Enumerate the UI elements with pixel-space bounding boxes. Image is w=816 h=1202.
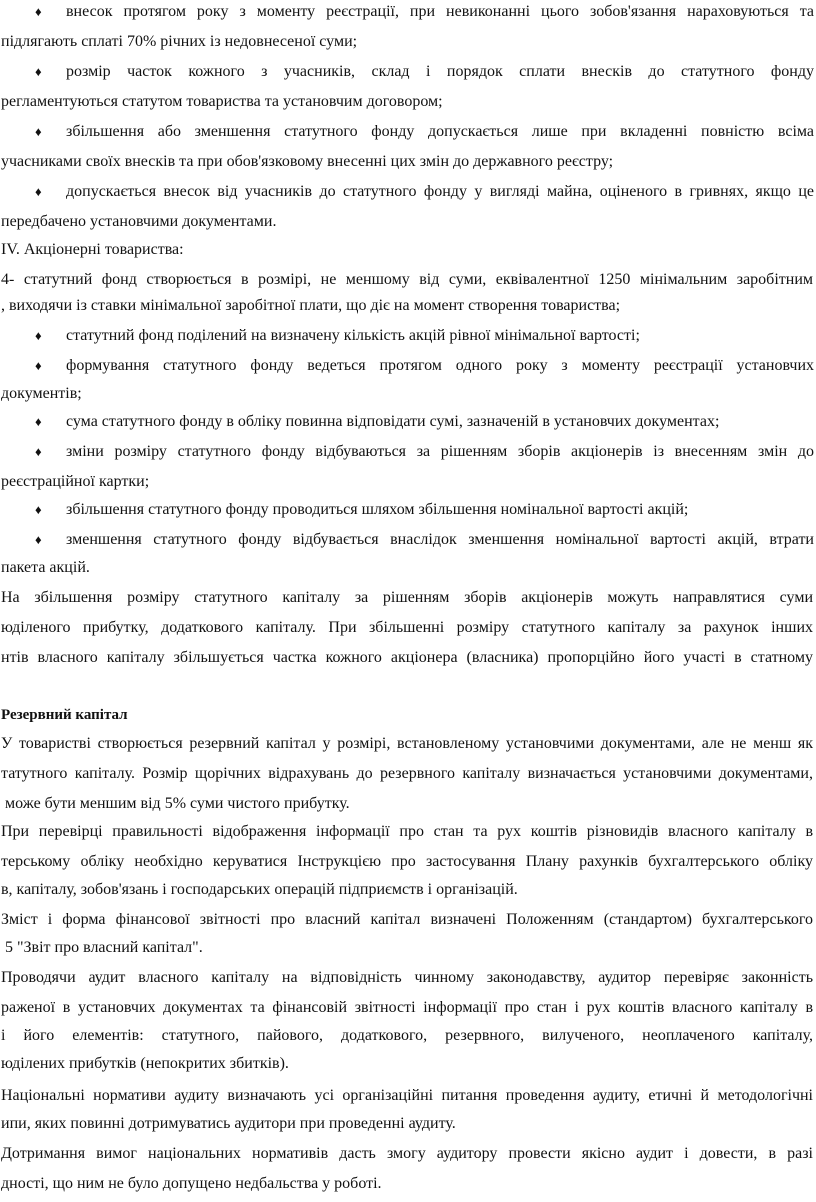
bullet-item: [0, 412, 816, 431]
paragraph-line: [0, 384, 816, 403]
bullet-diamond-icon: ♦: [35, 328, 42, 343]
paragraph-text: юділених прибутків (непокритих збитків).: [1, 1055, 289, 1072]
bullet-text: формування статутного фонду ведеться протягом одного року з моменту реєстрації установчих: [66, 357, 814, 374]
paragraph-text: Дотримання вимог національних нормативів дасть змогу аудитору провести якісно аудит і довести, в разі: [1, 1145, 813, 1162]
paragraph-line: [0, 1054, 816, 1073]
bullet-item: [0, 442, 816, 461]
paragraph-text: юділеного прибутку, додаткового капіталу. При збільшенні розміру статутного капіталу за рахунок інших: [1, 619, 813, 636]
bullet-item: [0, 500, 816, 519]
paragraph-line: [0, 938, 816, 957]
bullet-text: зменшення статутного фонду відбувається внаслідок зменшення номінальної вартості акцій, втрати: [66, 531, 814, 548]
bullet-diamond-icon: ♦: [35, 532, 42, 547]
section-heading-text: Резервний капітал: [1, 707, 128, 723]
paragraph-line: [0, 1144, 816, 1163]
bullet-text: сума статутного фонду в обліку повинна відповідати сумі, зазначеній в установчих документах;: [66, 413, 720, 430]
paragraph-text: татутного капіталу. Розмір щорічних відрахувань до резервного капіталу визначається установчими документами,: [1, 765, 813, 782]
paragraph-text: в, капіталу, зобов'язань і господарських операцій підприємств і організацій.: [1, 881, 518, 898]
paragraph-line: [0, 1026, 816, 1045]
paragraph-text: документів;: [1, 385, 82, 402]
paragraph-line: [0, 1114, 816, 1133]
paragraph-text: 4- статутний фонд створюється в розмірі, не меншому від суми, еквівалентної 1250 мінімальним заробітним: [1, 271, 813, 288]
section-heading: [0, 706, 816, 725]
paragraph-line: [0, 92, 816, 111]
paragraph-line: [0, 910, 816, 929]
paragraph-text: дності, що ним не було допущено недбальства у роботі.: [1, 1175, 382, 1192]
paragraph-line: [0, 1086, 816, 1105]
bullet-item: [0, 182, 816, 201]
paragraph-text: терському обліку необхідно керуватися Інструкцією про застосування Плану рахунків бухгалтерського обліку: [1, 853, 813, 870]
bullet-item: [0, 326, 816, 345]
bullet-item: [0, 530, 816, 549]
paragraph-line: [0, 822, 816, 841]
paragraph-line: [0, 152, 816, 171]
paragraph-text: учасниками своїх внесків та при обов'язковому внесенні цих змін до державного реєстру;: [1, 153, 614, 170]
paragraph-line: [0, 618, 816, 637]
paragraph-line: [0, 472, 816, 491]
paragraph-text: підлягають сплаті 70% річних із недовнесеної суми;: [1, 33, 358, 50]
paragraph-text: реєстраційної картки;: [1, 473, 150, 490]
paragraph-line: [0, 852, 816, 871]
paragraph-line: [0, 588, 816, 607]
paragraph-line: [0, 1174, 816, 1193]
paragraph-line: [0, 270, 816, 289]
paragraph-line: [0, 296, 816, 315]
bullet-diamond-icon: ♦: [35, 358, 42, 373]
bullet-text: збільшення статутного фонду проводиться шляхом збільшення номінальної вартості акцій;: [66, 501, 689, 518]
bullet-item: [0, 356, 816, 375]
bullet-item: [0, 2, 816, 21]
bullet-text: внесок протягом року з моменту реєстрації, при невиконанні цього зобов'язання нараховуються та: [66, 3, 814, 20]
bullet-diamond-icon: ♦: [35, 4, 42, 19]
paragraph-text: 5 "Звіт про власний капітал".: [1, 939, 203, 956]
paragraph-line: [0, 734, 816, 753]
paragraph-line: [0, 968, 816, 987]
bullet-text: статутний фонд поділений на визначену кількість акцій рівної мінімальної вартості;: [66, 327, 640, 344]
paragraph-text: Зміст і форма фінансової звітності про власний капітал визначені Положенням (стандартом) бухгалтерського: [1, 911, 813, 928]
paragraph-line: [0, 558, 816, 577]
paragraph-line: [0, 764, 816, 783]
paragraph-text: ипи, яких повинні дотримуватись аудитори при проведенні аудиту.: [1, 1115, 456, 1132]
paragraph-line: [0, 32, 816, 51]
paragraph-text: передбачено установчими документами.: [1, 213, 277, 230]
bullet-diamond-icon: ♦: [35, 414, 42, 429]
bullet-text: збільшення або зменшення статутного фонду допускається лише при вкладенні повністю всіма: [66, 123, 814, 140]
paragraph-line: [0, 880, 816, 899]
bullet-text: допускається внесок від учасників до статутного фонду у вигляді майна, оціненого в гривнях, якщо це: [66, 183, 814, 200]
paragraph-text: При перевірці правильності відображення інформації про стан та рух коштів різновидів власного капіталу в: [1, 823, 813, 840]
paragraph-text: Національні нормативи аудиту визначають усі організаційні питання проведення аудиту, етичні й методологічні: [1, 1087, 813, 1104]
bullet-item: [0, 122, 816, 141]
paragraph-text: IV. Акціонерні товариства:: [1, 241, 184, 258]
bullet-diamond-icon: ♦: [35, 444, 42, 459]
paragraph-line: [0, 648, 816, 667]
paragraph-text: і його елементів: статутного, пайового, додаткового, резервного, вилученого, неоплаченого капіталу,: [1, 1027, 813, 1044]
bullet-diamond-icon: ♦: [35, 124, 42, 139]
paragraph-text: нтів власного капіталу збільшується частка кожного акціонера (власника) пропорційно його участі в статному: [1, 649, 813, 666]
bullet-diamond-icon: ♦: [35, 184, 42, 199]
paragraph-text: регламентуються статутом товариства та установчим договором;: [1, 93, 443, 110]
bullet-text: зміни розміру статутного фонду відбуваються за рішенням зборів акціонерів із внесенням змін до: [66, 443, 814, 460]
paragraph-line: [0, 240, 816, 259]
paragraph-text: може бути меншим від 5% суми чистого прибутку.: [1, 795, 350, 812]
bullet-diamond-icon: ♦: [35, 64, 42, 79]
bullet-item: [0, 62, 816, 81]
bullet-diamond-icon: ♦: [35, 502, 42, 517]
paragraph-text: пакета акцій.: [1, 559, 90, 576]
paragraph-line: [0, 794, 816, 813]
paragraph-text: Проводячи аудит власного капіталу на відповідність чинному законодавству, аудитор перевіряє законність: [1, 969, 813, 986]
paragraph-text: раженої в установчих документах та фінансовій звітності інформації про стан і рух коштів власного капіталу в: [1, 999, 813, 1016]
paragraph-line: [0, 998, 816, 1017]
paragraph-line: [0, 212, 816, 231]
paragraph-text: У товаристві створюється резервний капітал у розмірі, встановленому установчими документами, але не менш як: [1, 735, 813, 752]
paragraph-text: На збільшення розміру статутного капіталу за рішенням зборів акціонерів можуть направлятися суми: [1, 589, 813, 606]
bullet-text: розмір часток кожного з учасників, склад і порядок сплати внесків до статутного фонду: [66, 63, 814, 80]
paragraph-text: , виходячи із ставки мінімальної заробітної плати, що діє на момент створення товариства;: [1, 297, 621, 314]
